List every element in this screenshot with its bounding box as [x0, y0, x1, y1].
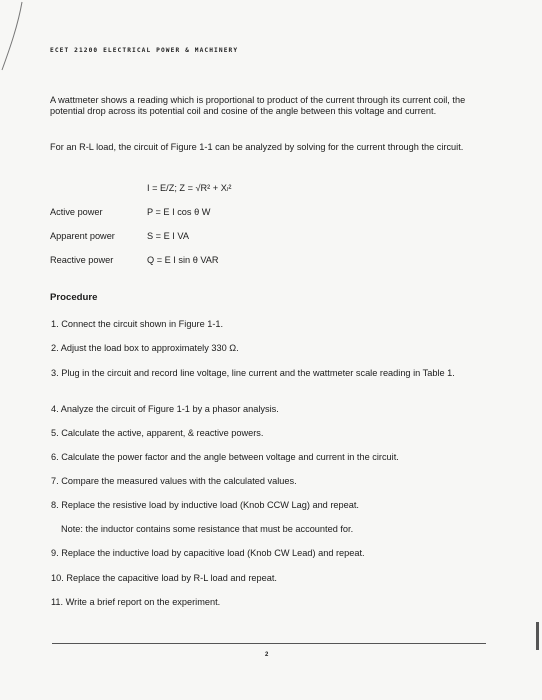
procedure-step: 7. Compare the measured values with the calculated values. [51, 476, 297, 486]
page-curl-line [0, 0, 40, 80]
procedure-step: 11. Write a brief report on the experiment. [51, 597, 221, 607]
procedure-step: 1. Connect the circuit shown in Figure 1-1. [51, 319, 224, 329]
impedance-formula: I = E/Z; Z = √R² + Xₗ² [147, 183, 232, 193]
procedure-step: 9. Replace the inductive load by capacitive load (Knob CW Lead) and repeat. [51, 548, 365, 558]
procedure-step: 3. Plug in the circuit and record line voltage, line current and the wattmeter scale reading in Table 1. [51, 368, 455, 378]
procedure-heading: Procedure [50, 292, 98, 303]
active-power-label: Active power [50, 207, 103, 217]
footer-rule [52, 643, 486, 644]
course-header: ECET 21200 ELECTRICAL POWER & MACHINERY [50, 47, 239, 54]
reactive-power-equation: Q = E I sin θ VAR [147, 255, 219, 265]
inductor-note: Note: the inductor contains some resistance that must be accounted for. [61, 524, 354, 534]
intro-paragraph-wattmeter: A wattmeter shows a reading which is proportional to product of the current through its current coil, the potential drop across its potential coil and cosine of the angle between this voltage and current. [50, 95, 466, 117]
page-number: 2 [265, 652, 269, 658]
apparent-power-label: Apparent power [50, 231, 115, 241]
apparent-power-equation: S = E I VA [147, 231, 189, 241]
procedure-step: 5. Calculate the active, apparent, & reactive powers. [51, 428, 264, 438]
procedure-step: 6. Calculate the power factor and the angle between voltage and current in the circuit. [51, 452, 399, 462]
active-power-equation: P = E I cos θ W [147, 207, 211, 217]
procedure-step: 4. Analyze the circuit of Figure 1-1 by a phasor analysis. [51, 404, 279, 414]
reactive-power-label: Reactive power [50, 255, 114, 265]
scan-edge-mark [536, 622, 539, 650]
procedure-step: 10. Replace the capacitive load by R-L load and repeat. [51, 573, 277, 583]
intro-paragraph-rl-load: For an R-L load, the circuit of Figure 1-1 can be analyzed by solving for the current through the circuit. [50, 142, 464, 152]
procedure-step: 8. Replace the resistive load by inductive load (Knob CCW Lag) and repeat. [51, 500, 359, 510]
procedure-step: 2. Adjust the load box to approximately 330 Ω. [51, 343, 239, 353]
